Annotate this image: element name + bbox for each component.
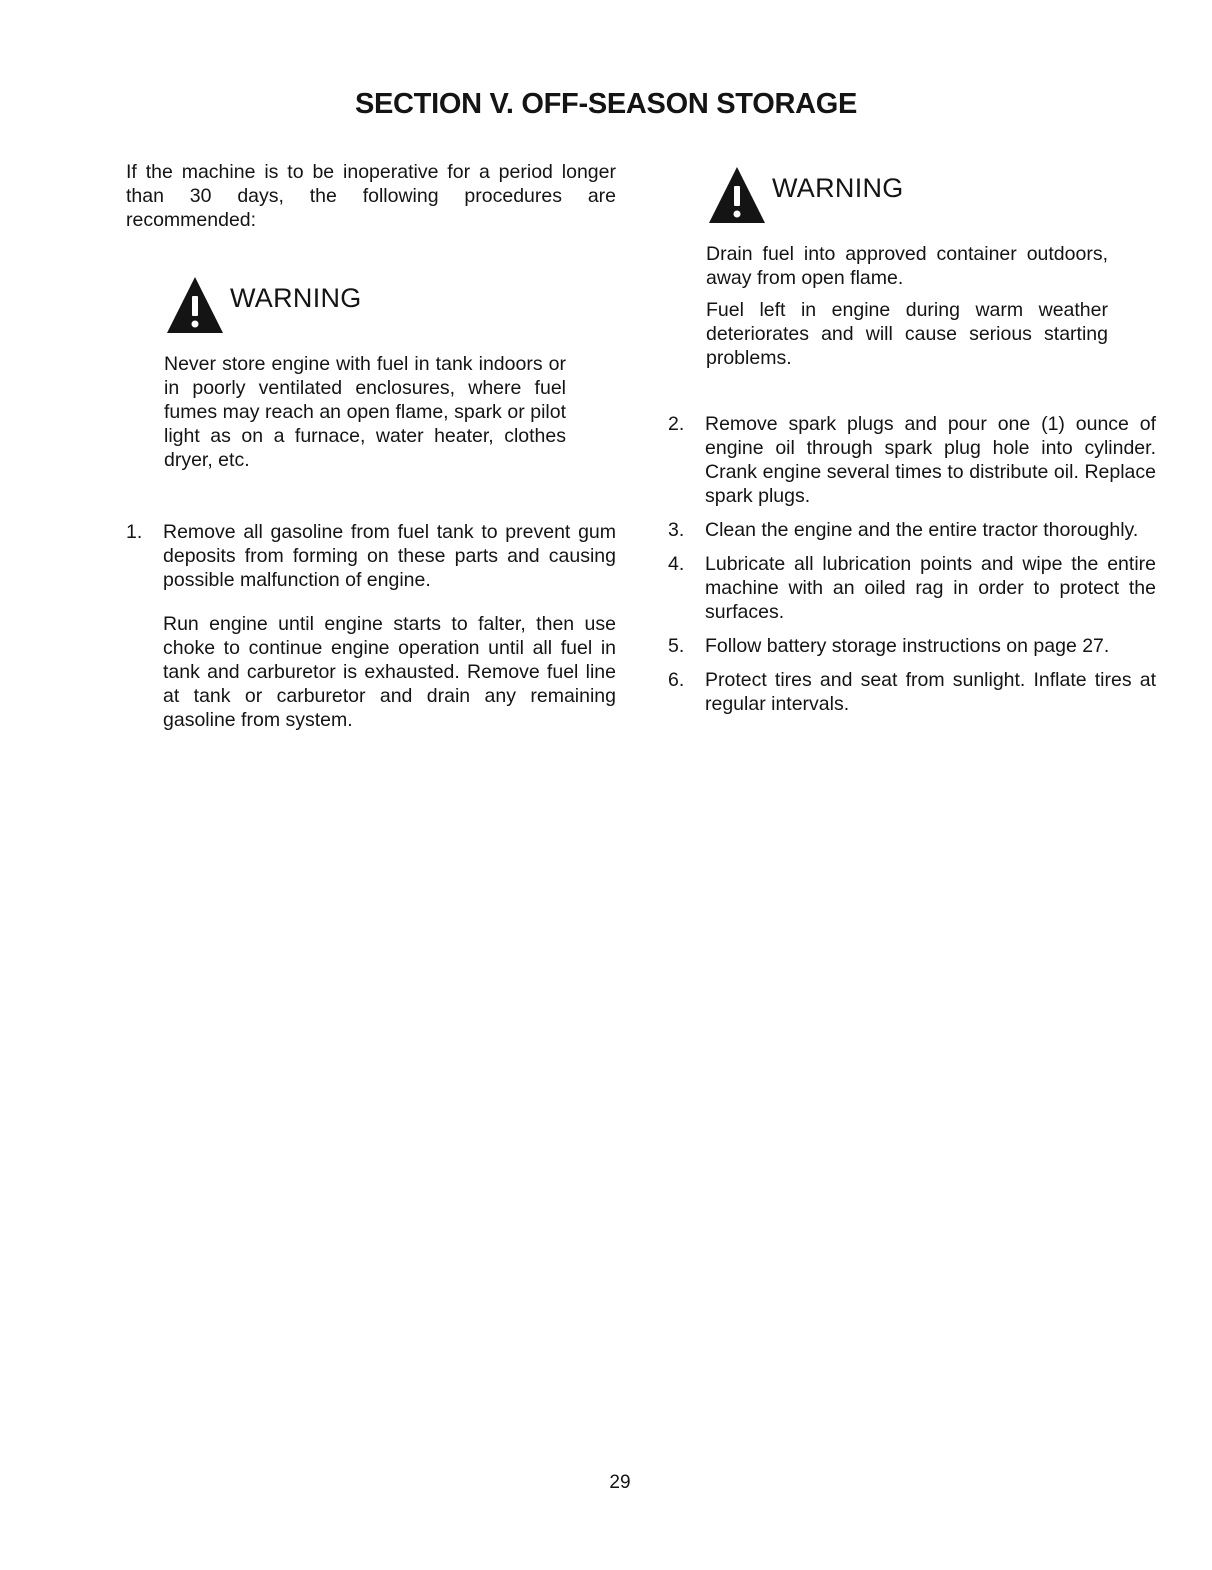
list-item-text: Lubricate all lubrication points and wipe the entire machine with an oiled rag in order to protect the surfaces.: [705, 553, 1156, 623]
list-item-body: [705, 518, 1156, 542]
page-number: 29: [609, 1472, 631, 1493]
list-item-body: [705, 634, 1156, 658]
list-item-body: [705, 412, 1156, 508]
warning-header: [706, 164, 1108, 236]
list-item-subtext: Run engine until engine starts to falter, then use choke to continue engine operation until all fuel in tank and carburetor is exhausted. Remove fuel line at tank or carburetor and drain any remaining gasoline from system.: [163, 613, 616, 731]
list-item-body: [705, 668, 1156, 716]
list-item-text: Remove all gasoline from fuel tank to prevent gum deposits from forming on these parts and causing possible malfunction of engine.: [163, 521, 616, 591]
list-item: [668, 518, 1156, 542]
warning-text: Never store engine with fuel in tank indoors or in poorly ventilated enclosures, where fuel fumes may reach an open flame, spark or pilot light as on a furnace, water heater, clothes dryer, etc.: [164, 353, 566, 471]
warning-text: Fuel left in engine during warm weather deteriorates and will cause serious starting problems.: [706, 299, 1108, 369]
list-item: [668, 552, 1156, 624]
list-item: [668, 634, 1156, 658]
warning-box-left: [164, 274, 566, 472]
left-column: [126, 160, 616, 732]
page-title: SECTION V. OFF-SEASON STORAGE: [354, 88, 858, 120]
warning-box-right: [706, 164, 1108, 370]
right-column: [668, 160, 1156, 716]
warning-title: WARNING: [772, 173, 904, 203]
list-item: [668, 668, 1156, 716]
list-item-number: 5.: [668, 635, 685, 657]
warning-title: WARNING: [230, 283, 362, 313]
list-item-number: 1.: [126, 521, 143, 543]
list-item-text: Protect tires and seat from sunlight. Inflate tires at regular intervals.: [705, 669, 1156, 715]
warning-header: [164, 274, 566, 346]
list-item-text: Remove spark plugs and pour one (1) ounce of engine oil through spark plug hole into cylinder. Crank engine several times to distribute oil. Replace spark plugs.: [705, 413, 1156, 507]
intro-paragraph: If the machine is to be inoperative for a period longer than 30 days, the following procedures are recommended:: [126, 161, 616, 231]
list-item-body: [705, 552, 1156, 624]
list-item-body: [163, 520, 616, 732]
list-item-text: Clean the engine and the entire tractor thoroughly.: [705, 519, 1139, 541]
list-item-number: 6.: [668, 669, 685, 691]
warning-triangle-icon: [164, 274, 226, 336]
list-item-number: 3.: [668, 519, 685, 541]
list-item: [668, 412, 1156, 508]
warning-text: Drain fuel into approved container outdoors, away from open flame.: [706, 243, 1108, 289]
list-item: [126, 520, 616, 732]
list-item-text: Follow battery storage instructions on page 27.: [705, 635, 1110, 657]
list-item-number: 2.: [668, 413, 685, 435]
list-item-number: 4.: [668, 553, 685, 575]
warning-triangle-icon: [706, 164, 768, 226]
